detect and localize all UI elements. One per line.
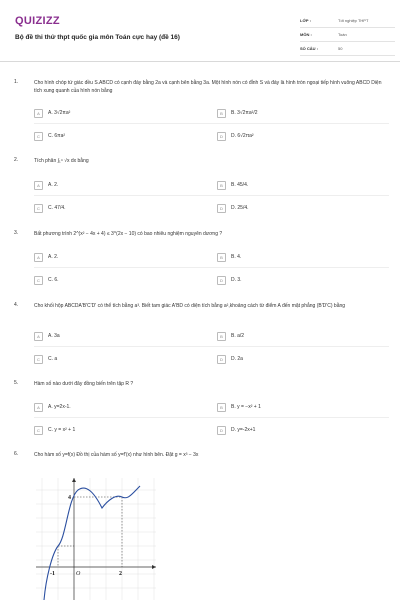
- option-d[interactable]: [217, 352, 243, 366]
- derivative-curve: [44, 486, 140, 600]
- question-text: Hàm số nào dưới đây đồng biến trên tập R ?: [34, 381, 134, 387]
- option-b[interactable]: [217, 250, 241, 264]
- y-axis-arrow: [72, 478, 76, 482]
- option-text: A. 2.: [48, 182, 59, 188]
- option-text: C. 6.: [48, 277, 59, 283]
- option-letter-box: D: [217, 276, 226, 285]
- option-a[interactable]: [34, 400, 71, 414]
- question-text: Bất phương trình 2^(x² − 4x + 4) ≤ 3^(2x − 10) có bao nhiêu nghiệm nguyên dương ?: [34, 231, 223, 237]
- option-letter-box: C: [34, 276, 43, 285]
- worksheet-header: [0, 0, 400, 62]
- option-letter-box: B: [217, 403, 226, 412]
- option-text: D. 2a: [231, 356, 243, 362]
- derivative-graph: [36, 478, 156, 600]
- option-text: B. 45/4.: [231, 182, 249, 188]
- option-text: B. 3√2πa²/2: [231, 110, 258, 116]
- option-letter-box: C: [34, 204, 43, 213]
- meta-value: Toán: [338, 32, 347, 37]
- option-letter-box: A: [34, 253, 43, 262]
- option-text: B. y = −x² + 1: [231, 404, 261, 410]
- option-text: C. y = x² + 1: [48, 427, 76, 433]
- option-c[interactable]: [34, 423, 75, 437]
- meta-key: LỚP :: [300, 18, 311, 23]
- option-letter-box: B: [217, 109, 226, 118]
- meta-key: SỐ CÂU :: [300, 46, 318, 51]
- option-text: C. 6πa²: [48, 133, 66, 139]
- question-number: 1.: [14, 79, 19, 85]
- option-letter-box: D: [217, 426, 226, 435]
- option-text: D. 6√2πa²: [231, 133, 254, 139]
- option-a[interactable]: [34, 106, 70, 120]
- question-number: 2.: [14, 157, 19, 163]
- option-text: D. y=-2x+1: [231, 427, 256, 433]
- option-d[interactable]: [217, 129, 254, 143]
- option-divider: [34, 346, 389, 347]
- question-text: Tích phân ∫₁⁴ √x dx bằng: [34, 158, 89, 164]
- option-divider: [34, 417, 389, 418]
- option-d[interactable]: [217, 423, 255, 437]
- quizizz-logo: QUIZIZZ: [15, 15, 60, 27]
- option-text: C. a: [48, 356, 58, 362]
- option-divider: [34, 123, 389, 124]
- origin-label: O: [76, 571, 81, 577]
- option-b[interactable]: [217, 400, 261, 414]
- meta-key: MÔN :: [300, 32, 312, 37]
- meta-row-subject: [300, 28, 395, 42]
- question-text: Cho hàm số y=f(x) Đồ thị của hàm số y=f'(x) như hình bên. Đặt g = x³ − 3x: [34, 452, 199, 458]
- option-letter-box: A: [34, 332, 43, 341]
- option-letter-box: A: [34, 403, 43, 412]
- meta-value: 50: [338, 46, 343, 51]
- option-letter-box: D: [217, 355, 226, 364]
- option-text: C. 47/4.: [48, 205, 66, 211]
- question-number: 4.: [14, 302, 19, 308]
- question-text: Cho hình chóp tứ giác đều S.ABCD có cạnh đáy bằng 2a và cạnh bên bằng 3a. Một hình nón có đỉnh S và đáy là hình tròn ngoại tiếp hình vuông ABCD Diện tích xung quanh của hình nón bằng: [34, 80, 382, 94]
- option-letter-box: D: [217, 132, 226, 141]
- option-c[interactable]: [34, 273, 59, 287]
- option-letter-box: C: [34, 426, 43, 435]
- option-letter-box: B: [217, 332, 226, 341]
- question-number: 6.: [14, 451, 19, 457]
- question-number: 5.: [14, 380, 19, 386]
- meta-table: [300, 14, 395, 56]
- option-b[interactable]: [217, 178, 248, 192]
- meta-value: Tốt nghiệp THPT: [338, 18, 369, 23]
- option-text: A. 2.: [48, 254, 59, 260]
- option-text: A. 3a: [48, 333, 60, 339]
- option-b[interactable]: [217, 106, 257, 120]
- option-a[interactable]: [34, 329, 60, 343]
- option-a[interactable]: [34, 178, 58, 192]
- y-label-4: 4: [68, 495, 71, 501]
- x-label-minus1: -1: [50, 571, 55, 577]
- option-text: B. 4.: [231, 254, 242, 260]
- option-text: A. y=2x-1.: [48, 404, 71, 410]
- x-label-2: 2: [119, 571, 122, 577]
- option-text: D. 25/4.: [231, 205, 249, 211]
- option-a[interactable]: [34, 250, 58, 264]
- option-b[interactable]: [217, 329, 244, 343]
- option-text: A. 3√2πa²: [48, 110, 71, 116]
- meta-row-count: [300, 42, 395, 56]
- option-divider: [34, 195, 389, 196]
- option-letter-box: C: [34, 355, 43, 364]
- option-text: D. 3.: [231, 277, 242, 283]
- meta-row-class: [300, 14, 395, 28]
- page-title: Bộ đề thi thử thpt quốc gia môn Toán cực hay (đề 16): [15, 34, 180, 41]
- option-letter-box: A: [34, 181, 43, 190]
- option-c[interactable]: [34, 129, 65, 143]
- option-letter-box: D: [217, 204, 226, 213]
- question-number: 3.: [14, 230, 19, 236]
- option-text: B. a/2: [231, 333, 245, 339]
- option-letter-box: B: [217, 253, 226, 262]
- graph-grid: [36, 478, 156, 600]
- option-d[interactable]: [217, 273, 242, 287]
- option-d[interactable]: [217, 201, 249, 215]
- option-letter-box: A: [34, 109, 43, 118]
- option-divider: [34, 267, 389, 268]
- option-letter-box: B: [217, 181, 226, 190]
- option-c[interactable]: [34, 201, 66, 215]
- question-text: Cho khối hộp ABCDA'B'C'D' có thể tích bằng a³. Biết tam giác A'BD có diện tích bằng a²,khoảng cách từ điểm A đến mặt phẳng (B'D'C) bằng: [34, 303, 346, 309]
- option-c[interactable]: [34, 352, 57, 366]
- option-letter-box: C: [34, 132, 43, 141]
